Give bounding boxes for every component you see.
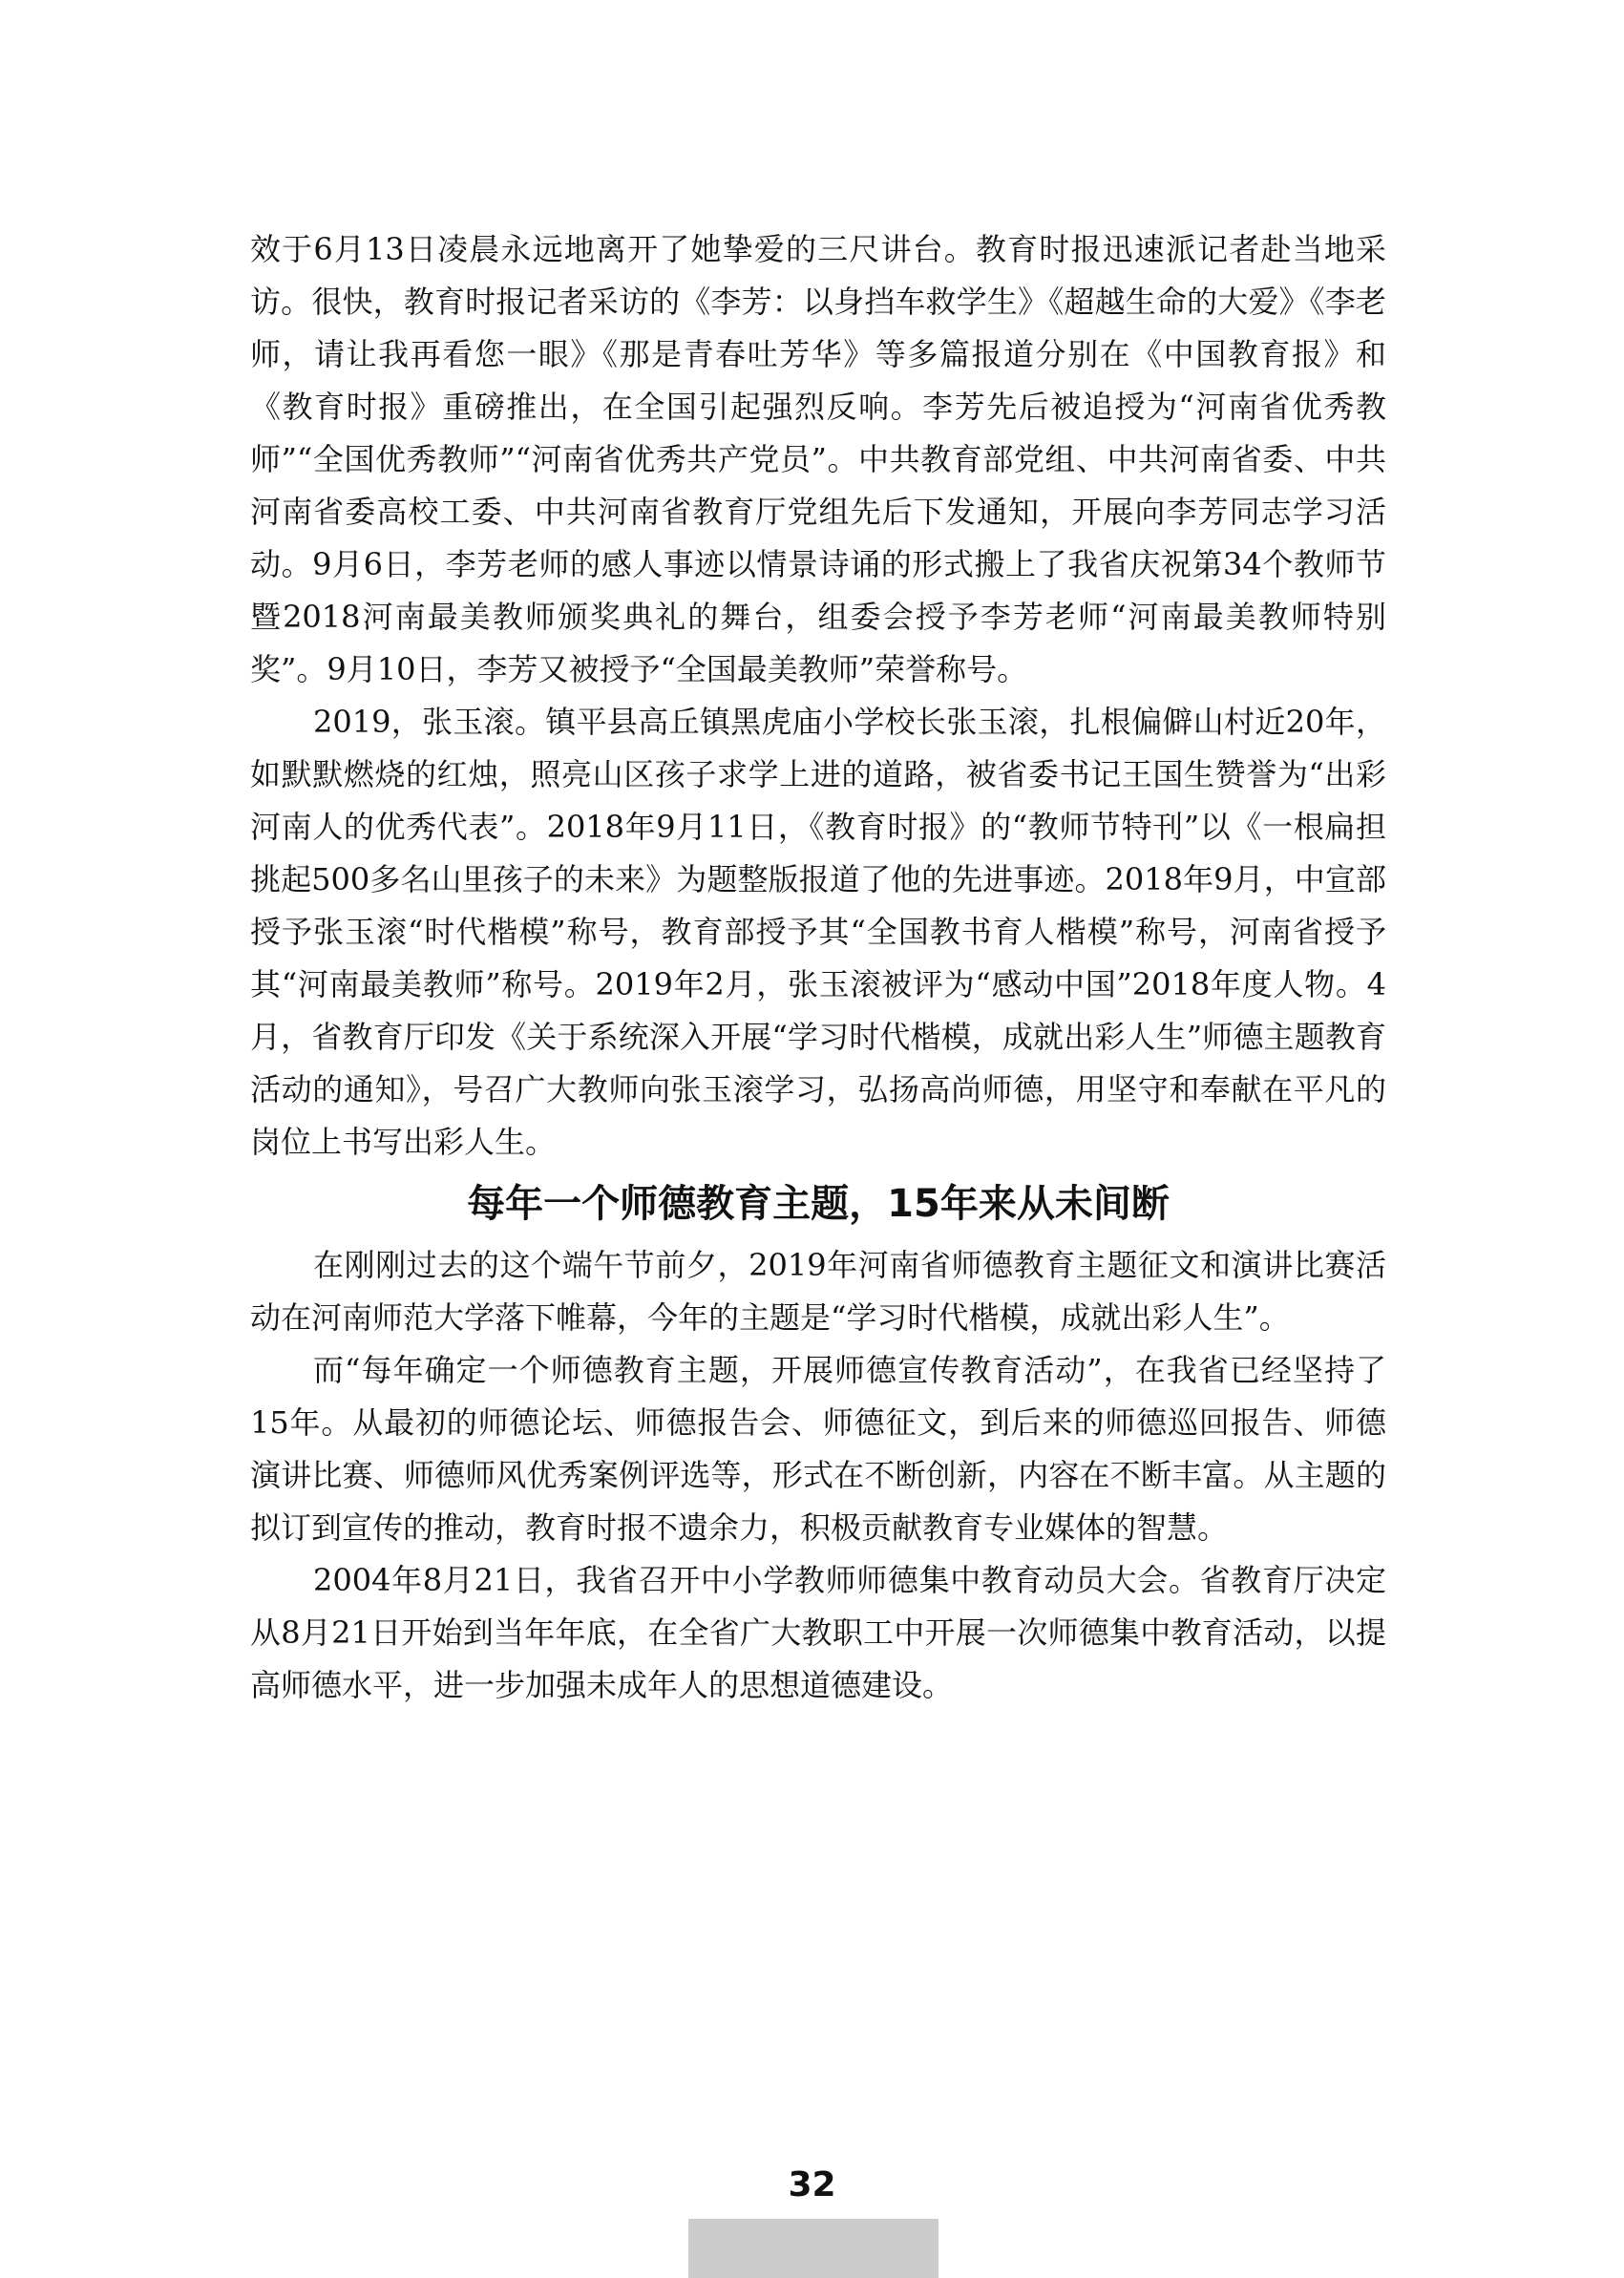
- body-paragraph-3: 在刚刚过去的这个端午节前夕，2019年河南省师德教育主题征文和演讲比赛活动在河南师范大学落下帷幕，今年的主题是“学习时代楷模，成就出彩人生”。: [250, 1247, 1386, 1336]
- body-paragraph-4: 而“每年确定一个师德教育主题，开展师德宣传教育活动”，在我省已经坚持了15年。从最初的师德论坛、师德报告会、师德征文，到后来的师德巡回报告、师德演讲比赛、师德师风优秀案例评选等，形式在不断创新，内容在不断丰富。从主题的拟订到宣传的推动，教育时报不遗余力，积极贡献教育专业媒体的智慧。: [250, 1352, 1386, 1546]
- body-paragraph-2: 2019，张玉滚。镇平县高丘镇黑虎庙小学校长张玉滚，扎根偏僻山村近20年，如默默燃烧的红烛，照亮山区孩子求学上进的道路，被省委书记王国生赞誉为“出彩河南人的优秀代表”。2018年9月11日，《教育时报》的“教师节特刊”以《一根扁担挑起500多名山里孩子的未来》为题整版报道了他的先进事迹。2018年9月，中宣部授予张玉滚“时代楷模”称号，教育部授予其“全国教书育人楷模”称号，河南省授予其“河南最美教师”称号。2019年2月，张玉滚被评为“感动中国”2018年度人物。4月，省教育厅印发《关于系统深入开展“学习时代楷模，成就出彩人生”师德主题教育活动的通知》，号召广大教师向张玉滚学习，弘扬高尚师德，用坚守和奉献在平凡的岗位上书写出彩人生。: [250, 704, 1386, 1160]
- section-heading: 每年一个师德教育主题，15年来从未间断: [467, 1182, 1170, 1226]
- body-paragraph-5: 2004年8月21日，我省召开中小学教师师德集中教育动员大会。省教育厅决定从8月21日开始到当年年底，在全省广大教职工中开展一次师德集中教育活动，以提高师德水平，进一步加强未成年人的思想道德建设。: [250, 1562, 1386, 1703]
- footer-bar: [688, 2219, 939, 2278]
- page-number: 32: [788, 2165, 836, 2204]
- body-paragraph-1: 效于6月13日凌晨永远地离开了她挚爱的三尺讲台。教育时报迅速派记者赴当地采访。很快，教育时报记者采访的《李芳：以身挡车救学生》《超越生命的大爱》《李老师，请让我再看您一眼》《那是青春吐芳华》等多篇报道分别在《中国教育报》和《教育时报》重磅推出，在全国引起强烈反响。李芳先后被追授为“河南省优秀教师”“全国优秀教师”“河南省优秀共产党员”。中共教育部党组、中共河南省委、中共河南省委高校工委、中共河南省教育厅党组先后下发通知，开展向李芳同志学习活动。9月6日，李芳老师的感人事迹以情景诗诵的形式搬上了我省庆祝第34个教师节暨2018河南最美教师颁奖典礼的舞台，组委会授予李芳老师“河南最美教师特别奖”。9月10日，李芳又被授予“全国最美教师”荣誉称号。: [250, 231, 1386, 687]
- page-content: [250, 223, 1386, 1712]
